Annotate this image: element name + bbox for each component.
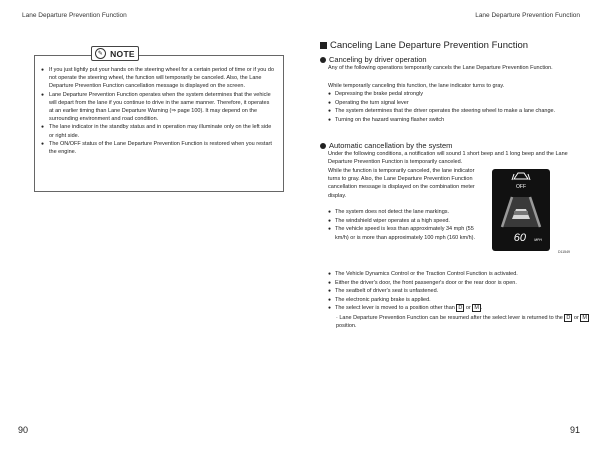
note-item: ● The ON/OFF status of the Lane Departure Prevention Function is restored when you restart the engine. — [41, 140, 275, 156]
note-item: ● If you just lightly put your hands on the steering wheel for a certain period of time or if you do not operate the steering wheel, the function will temporarily be canceled. Also, the Lane Departure Prevention Function cancellation message is displayed on the screen. — [41, 66, 275, 91]
note-item: ● Lane Departure Prevention Function operates when the system determines that the vehicle will depart from the lane if you continue to drive in the same manner. Therefore, it operates at an earlier timing than Lane Departure Warning (⇒ page 100). It may depend on the surrounding environment and road condition. — [41, 91, 275, 124]
section-title — [320, 40, 528, 51]
section-square-icon — [320, 42, 327, 49]
display-speed: 60 — [513, 232, 526, 244]
auto-intro: Under the following conditions, a notification will sound 1 short beep and 1 long beep and the Lane Departure Prevention Function is temporarily canceled. — [328, 151, 568, 166]
list-item: ● The system does not detect the lane markings. — [328, 208, 478, 217]
subheading-driver-text: Canceling by driver operation — [329, 55, 427, 64]
driver-intro: Any of the following operations temporarily cancels the Lane Departure Prevention Function. — [328, 65, 553, 71]
display-speed-unit: MPH — [534, 238, 542, 242]
image-id-label: D11549 — [558, 250, 571, 254]
auto-short-list — [328, 208, 478, 242]
note-tag — [91, 46, 139, 61]
bullet-dot-icon — [320, 57, 326, 63]
note-box — [34, 48, 284, 192]
auto-para: While the function is temporarily canceled, the lane indicator turns to gray. Also, the Lane Departure Prevention Function cancellation message is displayed on the combination meter display. — [328, 168, 475, 199]
resume-note: · Lane Departure Prevention Function can be resumed after the select lever is returned to the D or M position. — [336, 315, 587, 330]
list-item: ● Either the driver's door, the front passenger's door or the rear door is open. — [328, 279, 590, 288]
list-item: ● Turning on the hazard warning flasher switch — [328, 116, 590, 125]
driver-note: While temporarily canceling this function, the lane indicator turns to gray. — [328, 83, 505, 89]
right-page-header: Lane Departure Prevention Function — [475, 12, 580, 19]
meter-display-svg — [492, 169, 550, 251]
list-item-lever: ● The select lever is moved to a position other than D or M . — [328, 304, 590, 313]
list-item: ● The vehicle speed is less than approximately 34 mph (55 km/h) or is more than approximately 100 mph (160 km/h). — [328, 225, 478, 242]
list-item: ● The seatbelt of driver's seat is unfastened. — [328, 287, 590, 296]
right-page-number: 91 — [569, 425, 580, 435]
note-icon: ✎ — [95, 48, 106, 59]
lane-road-icon — [502, 197, 540, 227]
driver-list — [328, 90, 590, 124]
section-title-text: Canceling Lane Departure Prevention Function — [330, 40, 529, 51]
lane-departure-icon — [512, 173, 530, 180]
subheading-auto-text: Automatic cancellation by the system — [329, 141, 453, 150]
list-item: ● The system determines that the driver operates the steering wheel to make a lane change. — [328, 107, 590, 116]
gear-d-badge: D — [458, 305, 463, 312]
meter-display-illustration — [492, 169, 550, 251]
list-item: ● The windshield wiper operates at a high speed. — [328, 217, 478, 226]
gear-m-badge: M — [474, 305, 479, 312]
list-item: ● Operating the turn signal lever — [328, 99, 590, 108]
list-item: ● The Vehicle Dynamics Control or the Traction Control Function is activated. — [328, 270, 590, 279]
subheading-driver — [320, 55, 427, 64]
note-label: NOTE — [110, 48, 135, 59]
left-page-number: 90 — [18, 425, 29, 435]
bullet-dot-icon — [320, 143, 326, 149]
note-list — [35, 56, 283, 156]
note-item: ● The lane indicator in the standby status and in operation may illuminate only on the left side or right side. — [41, 123, 275, 139]
auto-list — [328, 270, 590, 313]
list-item: ● Depressing the brake pedal strongly — [328, 90, 590, 99]
list-item: ● The electronic parking brake is applied. — [328, 296, 590, 305]
gear-d-badge: D — [566, 315, 571, 321]
display-off-label: OFF — [516, 184, 526, 190]
subheading-auto — [320, 141, 452, 150]
gear-m-badge: M — [582, 315, 587, 321]
left-page-header: Lane Departure Prevention Function — [22, 12, 127, 19]
